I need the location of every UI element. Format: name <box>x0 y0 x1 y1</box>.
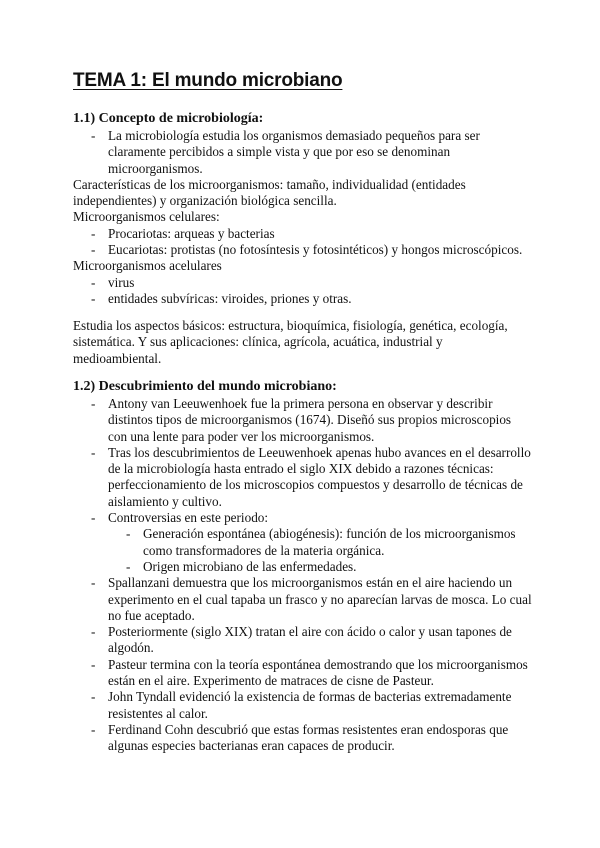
section-2-body <box>73 396 533 755</box>
list-item: - Generación espontánea (abiogénesis): función de los microorganismos como transformadores de la materia orgánica. <box>108 526 533 559</box>
acellular-list <box>73 275 533 308</box>
page-title: TEMA 1: El mundo microbiano <box>73 70 343 91</box>
list-item: - Posteriormente (siglo XIX) tratan el aire con ácido o calor y usan tapones de algodón. <box>73 624 533 657</box>
list-item: - Origen microbiano de las enfermedades. <box>108 559 533 575</box>
intro-list <box>73 128 533 177</box>
cellular-list <box>73 226 533 259</box>
section-1-heading: 1.1) Concepto de microbiología: <box>73 111 264 126</box>
list-item: - virus <box>73 275 533 291</box>
section-2-heading: 1.2) Descubrimiento del mundo microbiano: <box>73 379 337 394</box>
controversies-label: Controversias en este periodo: <box>108 510 269 526</box>
list-item: - Procariotas: arqueas y bacterias <box>73 226 533 242</box>
characteristics-paragraph: Características de los microorganismos: tamaño, individualidad (entidades independientes) y organización biológica sencilla. <box>73 176 466 209</box>
list-item <box>73 510 533 575</box>
scope-paragraph: Estudia los aspectos básicos: estructura, bioquímica, fisiología, genética, ecología, sistemática. Y sus aplicaciones: clínica, agrícola, acuática, industrial y medioambiental. <box>73 318 508 366</box>
scope-paragraph-block <box>73 318 533 367</box>
list-item: - La microbiología estudia los organismos demasiado pequeños para ser claramente percibidos a simple vista y que por eso se denominan microorganismos. <box>73 128 533 177</box>
list-item: - Tras los descubrimientos de Leeuwenhoek apenas hubo avances en el desarrollo de la microbiología hasta entrado el siglo XIX debido a razones técnicas: perfeccionamiento de los microscopios compuestos y desarrollo de técnicas de aislamiento y cultivo. <box>73 445 533 510</box>
section-1-body <box>73 128 533 307</box>
list-item: - Spallanzani demuestra que los microorganismos están en el aire haciendo un experimento en el cual tapaba un frasco y no aparecían larvas de mosca. Lo cual no fue aceptado. <box>73 575 533 624</box>
list-item: - entidades subvíricas: viroides, priones y otras. <box>73 291 533 307</box>
discovery-list <box>73 396 533 755</box>
acellular-label: Microorganismos acelulares <box>73 258 222 274</box>
list-item: - Antony van Leeuwenhoek fue la primera persona en observar y describir distintos tipos de microorganismos (1674). Diseñó sus propios microscopios con una lente para poder ver los microorganismos. <box>73 396 533 445</box>
list-item: - Ferdinand Cohn descubrió que estas formas resistentes eran endosporas que algunas especies bacterianas eran capaces de producir. <box>73 722 533 755</box>
list-item: - Eucariotas: protistas (no fotosíntesis y fotosintéticos) y hongos microscópicos. <box>73 242 533 258</box>
controversies-list <box>73 526 533 575</box>
list-item: - John Tyndall evidenció la existencia de formas de bacterias extremadamente resistentes al calor. <box>73 689 533 722</box>
cellular-label: Microorganismos celulares: <box>73 209 220 225</box>
list-item: - Pasteur termina con la teoría espontánea demostrando que los microorganismos están en el aire. Experimento de matraces de cisne de Pasteur. <box>73 657 533 690</box>
